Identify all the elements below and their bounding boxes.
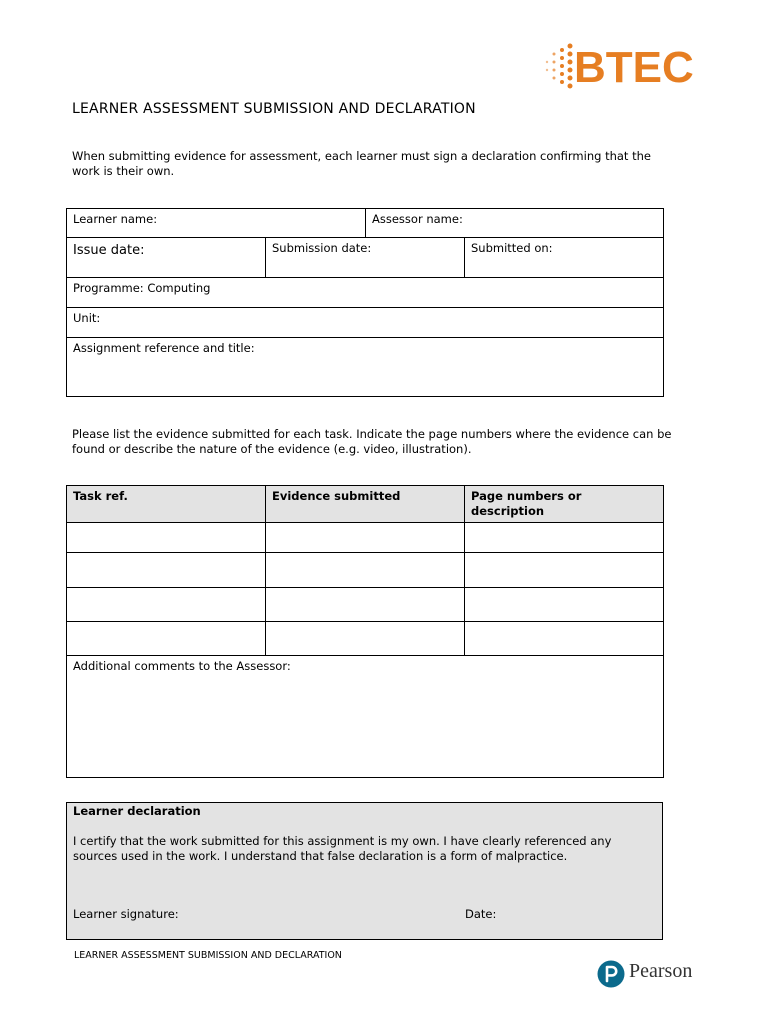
declaration-title: Learner declaration bbox=[73, 804, 201, 818]
learner-declaration-box bbox=[66, 802, 663, 940]
submitted-on-field[interactable]: Submitted on: bbox=[465, 238, 664, 278]
table-row bbox=[67, 588, 664, 622]
pearson-logo bbox=[597, 958, 707, 992]
btec-logo bbox=[540, 40, 700, 96]
learner-signature-field[interactable]: Learner signature: bbox=[73, 907, 179, 921]
declaration-date-field[interactable]: Date: bbox=[465, 907, 497, 921]
assessor-name-field[interactable]: Assessor name: bbox=[366, 209, 664, 238]
evidence-table bbox=[66, 485, 664, 778]
table-row bbox=[67, 523, 664, 553]
header-page-numbers: Page numbers or description bbox=[465, 486, 664, 523]
learner-name-field[interactable]: Learner name: bbox=[67, 209, 366, 238]
programme-field[interactable]: Programme: Computing bbox=[67, 278, 664, 308]
assignment-field[interactable]: Assignment reference and title: bbox=[67, 338, 664, 397]
page-cell[interactable] bbox=[465, 588, 664, 622]
page-cell[interactable] bbox=[465, 553, 664, 588]
logo-dots-icon bbox=[540, 40, 574, 96]
learner-details-table bbox=[66, 208, 664, 397]
page-cell[interactable] bbox=[465, 523, 664, 553]
unit-field[interactable]: Unit: bbox=[67, 308, 664, 338]
evidence-cell[interactable] bbox=[266, 588, 465, 622]
footer-text: LEARNER ASSESSMENT SUBMISSION AND DECLARATION bbox=[74, 950, 342, 961]
logo-text: BTEC bbox=[574, 43, 694, 92]
evidence-cell[interactable] bbox=[266, 523, 465, 553]
additional-comments-field[interactable]: Additional comments to the Assessor: bbox=[67, 656, 664, 778]
task-ref-cell[interactable] bbox=[67, 622, 266, 656]
table-row bbox=[67, 622, 664, 656]
pearson-text: Pearson bbox=[629, 960, 693, 982]
evidence-cell[interactable] bbox=[266, 553, 465, 588]
header-task-ref: Task ref. bbox=[67, 486, 266, 523]
task-ref-cell[interactable] bbox=[67, 588, 266, 622]
evidence-cell[interactable] bbox=[266, 622, 465, 656]
intro-text: When submitting evidence for assessment, each learner must sign a declaration confirming that the work is their own. bbox=[72, 149, 651, 178]
submission-date-field[interactable]: Submission date: bbox=[266, 238, 465, 278]
header-evidence: Evidence submitted bbox=[266, 486, 465, 523]
page-title: LEARNER ASSESSMENT SUBMISSION AND DECLARATION bbox=[72, 101, 476, 117]
task-ref-cell[interactable] bbox=[67, 553, 266, 588]
table-row bbox=[67, 553, 664, 588]
pearson-p-icon bbox=[597, 960, 625, 988]
declaration-body: I certify that the work submitted for this assignment is my own. I have clearly referenced any sources used in the work. I understand that false declaration is a form of malpractice. bbox=[73, 834, 612, 863]
evidence-instructions: Please list the evidence submitted for each task. Indicate the page numbers where the evidence can be found or describe the nature of the evidence (e.g. video, illustration). bbox=[72, 427, 672, 456]
issue-date-field[interactable]: Issue date: bbox=[67, 238, 266, 278]
page-cell[interactable] bbox=[465, 622, 664, 656]
task-ref-cell[interactable] bbox=[67, 523, 266, 553]
